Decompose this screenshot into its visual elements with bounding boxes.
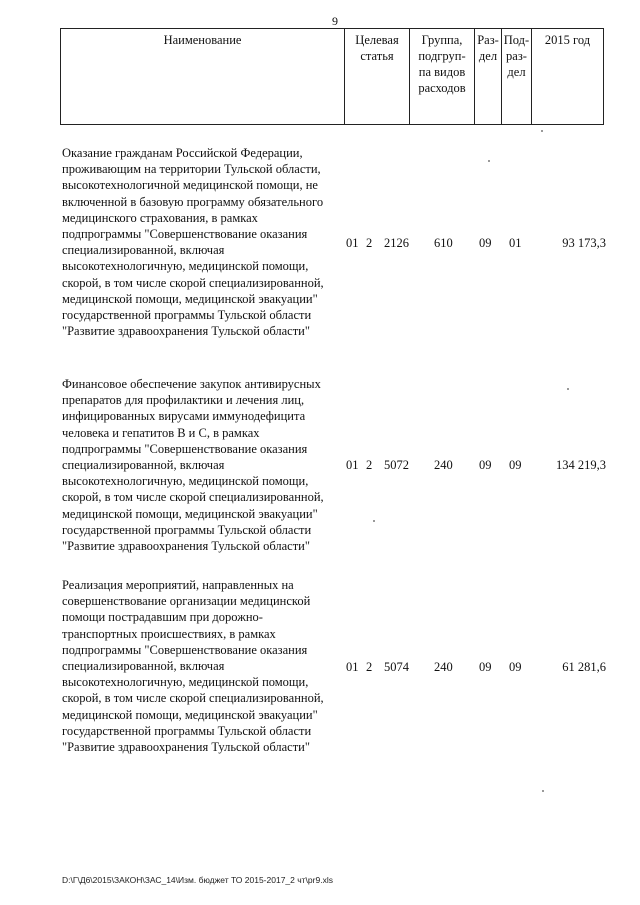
page-number: 9 [332,14,338,28]
scan-speck [541,130,543,132]
target-direction-code: 5074 [384,660,409,674]
header-subsection-label: Под- раз- дел [503,33,530,79]
file-path-footer: D:\Г\Д6\2015\ЗАКОН\ЗАС_14\Изм. бюджет ТО 2015-2017_2 чт\pr9.xls [62,875,333,885]
header-section [475,29,502,125]
header-section-label: Раз- дел [477,33,499,63]
scan-speck [567,388,569,390]
amount-2015: 61 281,6 [562,660,606,674]
target-subprogram-code: 2 [366,660,373,674]
expense-group-code: 610 [434,236,453,250]
scan-speck [373,520,375,522]
scan-speck [488,160,490,162]
subsection-code: 09 [509,660,522,674]
expense-group-code: 240 [434,660,453,674]
header-year [532,29,604,125]
subsection-code: 01 [509,236,522,250]
header-subsection [502,29,532,125]
header-expense-group [410,29,475,125]
section-code: 09 [479,236,492,250]
header-name [61,29,345,125]
header-expense-group-label: Группа, подгруп- па видов расходов [418,33,466,95]
expense-group-code: 240 [434,458,453,472]
subsection-code: 09 [509,458,522,472]
target-direction-code: 2126 [384,236,409,250]
target-subprogram-code: 2 [366,236,373,250]
target-program-code: 01 [346,236,359,250]
target-program-code: 01 [346,660,359,674]
row-description: Оказание гражданам Российской Федерации, проживающим на территории Тульской области, высокотехнологичной медицинской помощи, не включенной в базовую программу обязательного медицинского страхования, в рамках подпрограммы "Совершенствование оказания специализированной, включая высокотехнологичную, медицинской помощи, скорой, в том числе скорой специализированной, медицинской помощи, медицинской эвакуации" государственной программы Тульской области "Развитие здравоохранения Тульской области" [62,146,324,339]
row-description: Реализация мероприятий, направленных на совершенствование организации медицинской помощи пострадавшим при дорожно- транспортных происшествиях, в рамках подпрограммы "Совершенствование оказания специализированной, включая высокотехнологичную, медицинской помощи, скорой, в том числе скорой специализированной, медицинской помощи, медицинской эвакуации" государственной программы Тульской области "Развитие здравоохранения Тульской области" [62,578,324,755]
target-direction-code: 5072 [384,458,409,472]
header-year-label: 2015 год [544,33,591,47]
section-code: 09 [479,458,492,472]
header-name-label: Наименование [163,33,242,47]
target-subprogram-code: 2 [366,458,373,472]
header-target-article [345,29,410,125]
scan-speck [542,790,544,792]
amount-2015: 134 219,3 [556,458,606,472]
amount-2015: 93 173,3 [562,236,606,250]
row-description: Финансовое обеспечение закупок антивирусных препаратов для профилактики и лечения лиц, инфицированных вирусами иммунодефицита человека и гепатитов В и С, в рамках подпрограммы "Совершенствование оказания специализированной, включая высокотехнологичную, медицинской помощи, скорой, в том числе скорой специализированной, медицинской помощи, медицинской эвакуации" государственной программы Тульской области "Развитие здравоохранения Тульской области" [62,377,324,554]
target-program-code: 01 [346,458,359,472]
column-header-table [60,28,604,125]
header-target-article-label: Целевая статья [355,33,399,63]
section-code: 09 [479,660,492,674]
